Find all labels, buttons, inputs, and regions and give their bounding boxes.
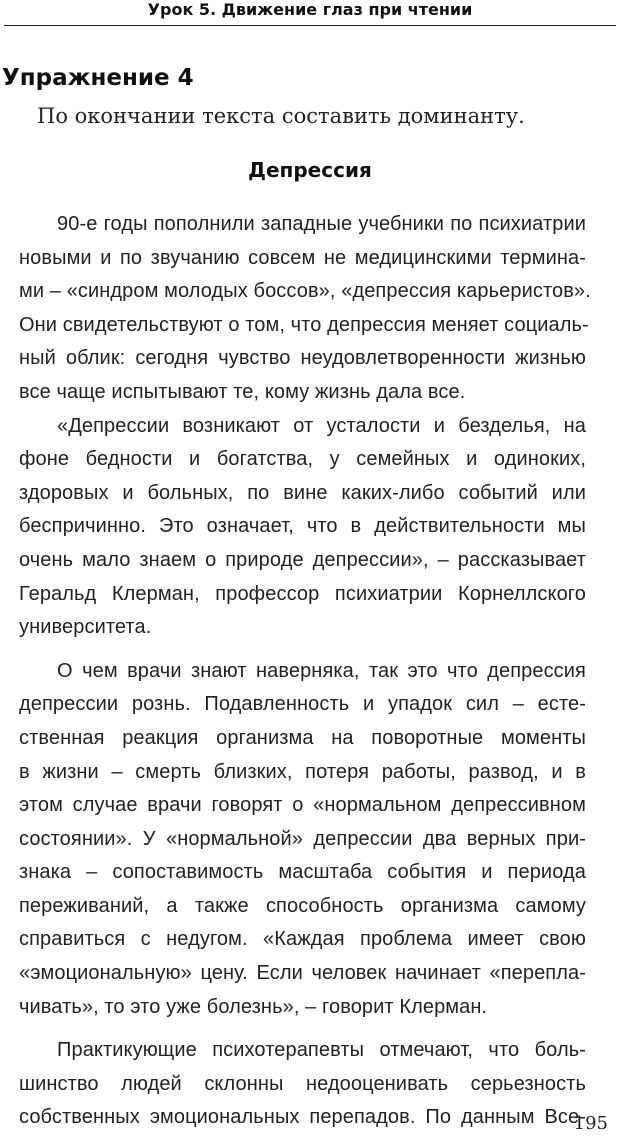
text-line: справиться с недугом. «Каждая проблема имеет свою <box>19 928 586 951</box>
text-title: Депрессия <box>248 158 372 182</box>
text-line: шинство людей склонны недооценивать серьезность <box>19 1072 586 1095</box>
text-line: новыми и по звучанию совсем не медицинскими термина- <box>19 246 586 269</box>
paragraph-2 <box>19 410 586 645</box>
text-line: Практикующие психотерапевты отмечают, что боль- <box>57 1039 586 1062</box>
text-line: в жизни – смерть близких, потеря работы, развод, и в <box>19 760 586 783</box>
text-line: беспричинно. Это означает, что в действительности мы <box>19 515 586 538</box>
paragraph-4 <box>19 1034 586 1135</box>
text-line: знака – сопоставимость масштаба события и периода <box>19 861 586 884</box>
text-line: О чем врачи знают наверняка, так это что депрессия <box>57 659 586 682</box>
text-line: 90-е годы пополнили западные учебники по психиатрии <box>57 213 586 235</box>
text-line: Геральд Клерман, профессор психиатрии Корнеллского <box>19 582 586 605</box>
text-line: чивать», то это уже болезнь», – говорит Клерман. <box>19 995 488 1018</box>
running-head: Урок 5. Движение глаз при чтении <box>147 0 473 19</box>
exercise-heading: Упражнение 4 <box>2 65 194 91</box>
text-line: ный облик: сегодня чувство неудовлетворенности жизнью <box>19 347 586 370</box>
text-line: этом случае врачи говорят о «нормальном депрессивном <box>19 794 586 817</box>
text-line: фоне бедности и богатства, у семейных и одиноких, <box>19 448 586 471</box>
text-line: ми – «синдром молодых боссов», «депрессия карьеристов». <box>19 280 591 303</box>
text-line: «эмоциональную» цену. Если человек начинает «перепла- <box>19 962 586 985</box>
text-line: «Депрессии возникают от усталости и безделья, на <box>57 414 586 437</box>
text-line: ственная реакция организма на поворотные моменты <box>19 726 586 749</box>
header-rule <box>4 25 616 26</box>
text-line: все чаще испытывают те, кому жизнь дала все. <box>19 380 466 403</box>
text-line: Они свидетельствуют о том, что депрессия меняет социаль- <box>19 313 589 336</box>
paragraph-1 <box>19 208 591 410</box>
text-line: собственных эмоциональных перепадов. По данным Все- <box>19 1106 586 1129</box>
text-line: состоянии». У «нормальной» депрессии два верных при- <box>19 827 586 850</box>
text-line: депрессии рознь. Подавленность и упадок сил – есте- <box>19 693 586 716</box>
exercise-task: По окончании текста составить доминанту. <box>37 104 525 128</box>
text-line: университета. <box>19 616 152 639</box>
text-line: очень мало знаем о природе депрессии», – рассказывает <box>19 548 586 571</box>
page-number: 195 <box>573 1113 608 1134</box>
paragraph-3 <box>19 655 586 1025</box>
text-line: здоровых и больных, по вине каких-либо событий или <box>19 481 586 504</box>
text-line: переживаний, а также способность организма самому <box>19 894 586 917</box>
